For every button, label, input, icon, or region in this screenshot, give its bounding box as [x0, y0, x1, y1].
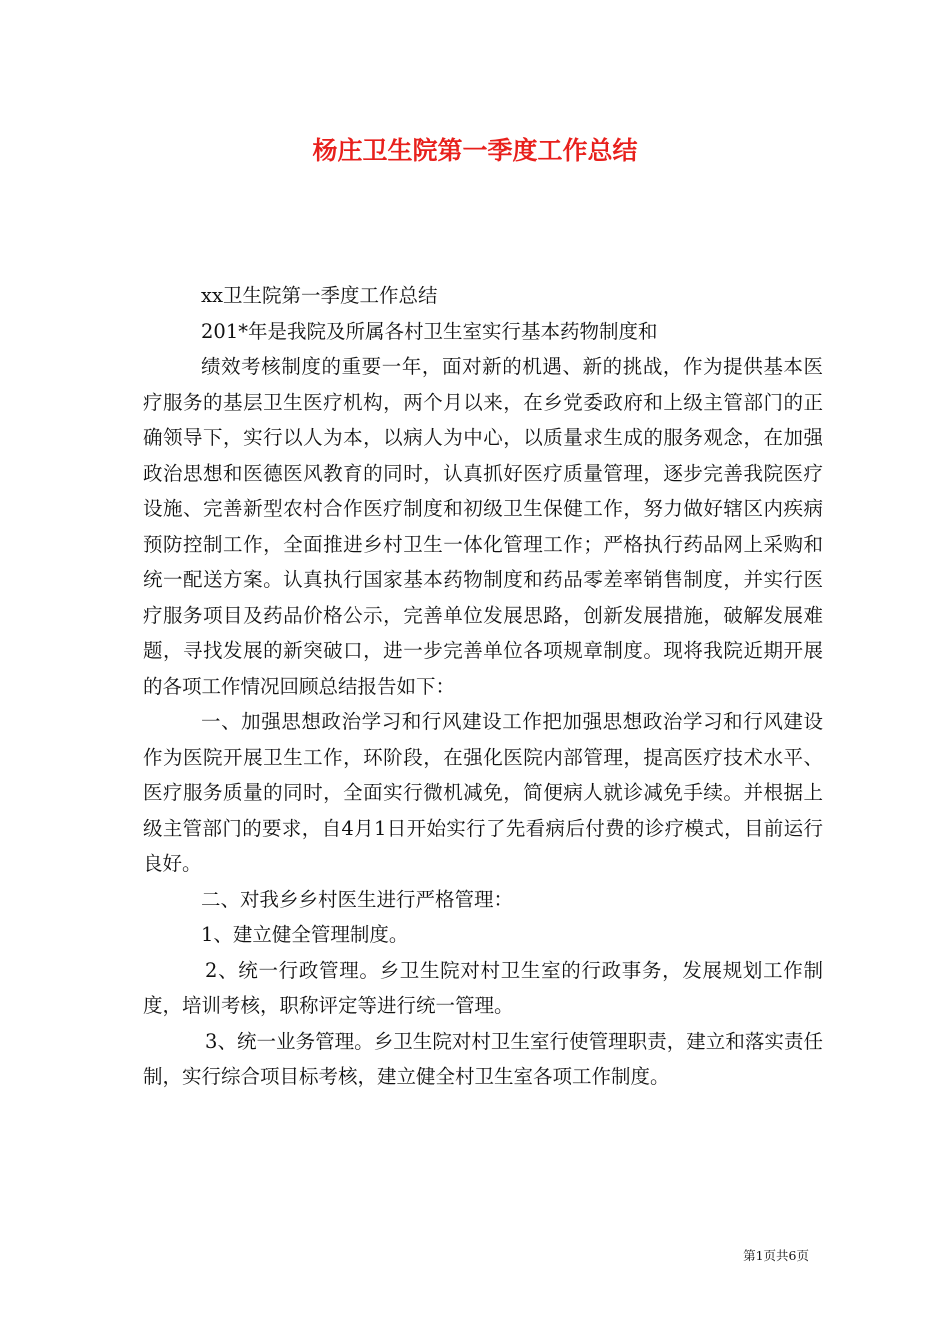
paragraph-intro-1: 201*年是我院及所属各村卫生室实行基本药物制度和 [201, 319, 658, 343]
paragraph-intro-2: 绩效考核制度的重要一年，面对新的机遇、新的挑战，作为提供基本医疗服务的基层卫生医疗机构，两个月以来，在乡党委政府和上级主管部门的正确领导下，实行以人为本，以病人为中心，以质量求生成的服务观念，在加强政治思想和医德医风教育的同时，认真抓好医疗质量管理，逐步完善我院医疗设施、完善新型农村合作医疗制度和初级卫生保健工作，努力做好辖区内疾病预防控制工作，全面推进乡村卫生一体化管理工作；严格执行药品网上采购和统一配送方案。认真执行国家基本药物制度和药品零差率销售制度，并实行医疗服务项目及药品价格公示，完善单位发展思路，创新发展措施，破解发展难题，寻找发展的新突破口，进一步完善单位各项规章制度。现将我院近期开展的各项工作情况回顾总结报告如下： [143, 355, 823, 698]
paragraph-item-3: 3、统一业务管理。乡卫生院对村卫生室行使管理职责，建立和落实责任制，实行综合项目标考核，建立健全村卫生室各项工作制度。 [143, 1029, 823, 1088]
page-title: 杨庄卫生院第一季度工作总结 [312, 136, 638, 165]
paragraph-section-2-heading: 二、对我乡乡村医生进行严格管理： [201, 887, 514, 911]
paragraph-section-1: 一、加强思想政治学习和行风建设工作把加强思想政治学习和行风建设作为医院开展卫生工作，环阶段，在强化医院内部管理，提高医疗技术水平、医疗服务质量的同时，全面实行微机减免，简便病人就诊减免手续。并根据上级主管部门的要求，自4月1日开始实行了先看病后付费的诊疗模式，目前运行良好。 [143, 710, 823, 875]
document-body [143, 278, 823, 1095]
paragraph-item-1: 1、建立健全管理制度。 [201, 923, 409, 946]
paragraph-item-2: 2、统一行政管理。乡卫生院对村卫生室的行政事务，发展规划工作制度，培训考核，职称评定等进行统一管理。 [143, 958, 823, 1017]
paragraph-subtitle: xx卫生院第一季度工作总结 [201, 284, 438, 307]
page-number: 第1页共6页 [743, 1248, 809, 1263]
